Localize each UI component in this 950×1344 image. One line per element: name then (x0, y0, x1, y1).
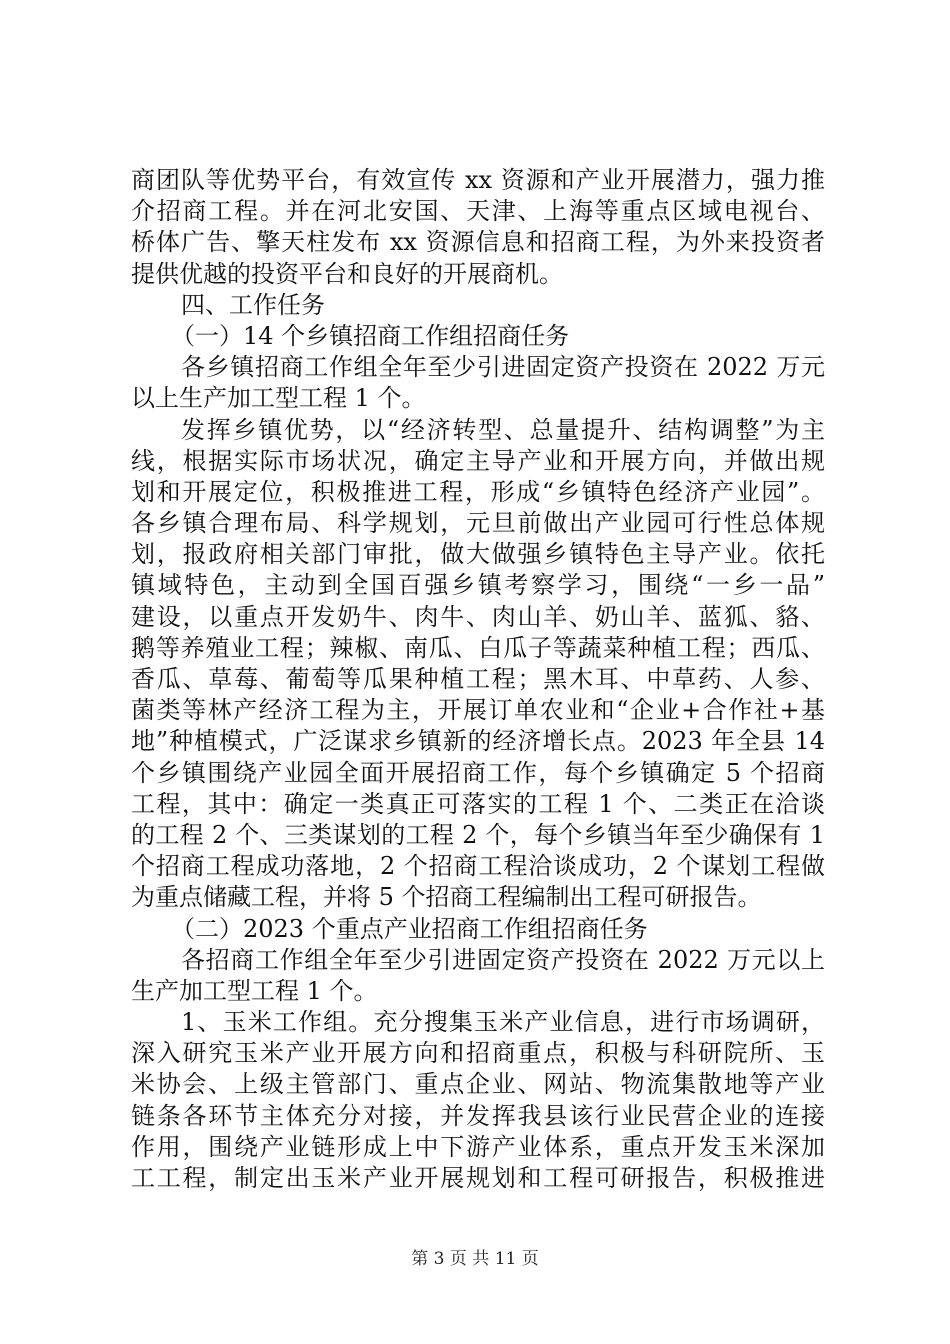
text-line: 四、工作任务 (181, 290, 325, 319)
text-line: 1、玉米工作组。充分搜集玉米产业信息，进行市场调研， (181, 1008, 825, 1037)
text-line: （二）2023 个重点产业招商工作组招商任务 (171, 914, 648, 943)
text-line: 商团队等优势平台，有效宣传 xx 资源和产业开展潜力，强力推 (131, 166, 825, 194)
text-line: 米协会、上级主管部门、重点企业、网站、物流集散地等产业 (131, 1070, 825, 1099)
text-line: 划和开展定位，积极推进工程，形成“乡镇特色经济产业园”。 (131, 477, 825, 506)
text-line: 提供优越的投资平台和良好的开展商机。 (131, 259, 563, 288)
text-line: 菌类等林产经济工程为主，开展订单农业和“企业+合作社+基 (131, 696, 825, 725)
text-line: 生产加工型工程 1 个。 (131, 976, 378, 1005)
text-line: 的工程 2 个、三类谋划的工程 2 个，每个乡镇当年至少确保有 1 (131, 820, 825, 849)
text-line: （一）14 个乡镇招商工作组招商任务 (171, 321, 570, 350)
text-line: 深入研究玉米产业开展方向和招商重点，积极与科研院所、玉 (131, 1039, 825, 1068)
text-line: 介招商工程。并在河北安国、天津、上海等重点区域电视台、 (131, 197, 825, 226)
text-line: 桥体广告、擎天柱发布 xx 资源信息和招商工程，为外来投资者 (131, 228, 825, 257)
text-line: 为重点储藏工程，并将 5 个招商工程编制出工程可研报告。 (131, 883, 762, 912)
text-line: 作用，围绕产业链形成上中下游产业体系，重点开发玉米深加 (131, 1132, 825, 1161)
text-line: 各招商工作组全年至少引进固定资产投资在 2022 万元以上 (181, 945, 825, 974)
text-line: 线，根据实际市场状况，确定主导产业和开展方向，并做出规 (131, 446, 825, 475)
text-line: 以上生产加工型工程 1 个。 (131, 384, 426, 413)
text-line: 工程，其中：确定一类真正可落实的工程 1 个、二类正在洽谈 (131, 789, 825, 818)
text-line: 个招商工程成功落地，2 个招商工程洽谈成功，2 个谋划工程做 (131, 852, 825, 881)
text-line: 香瓜、草莓、葡萄等瓜果种植工程；黑木耳、中草药、人参、 (131, 665, 825, 693)
text-line: 镇域特色，主动到全国百强乡镇考察学习，围绕“一乡一品” (131, 571, 825, 600)
text-line: 划，报政府相关部门审批，做大做强乡镇特色主导产业。依托 (131, 540, 825, 569)
text-line: 个乡镇围绕产业园全面开展招商工作，每个乡镇确定 5 个招商 (131, 758, 825, 787)
text-line: 链条各环节主体充分对接，并发挥我县该行业民营企业的连接 (131, 1101, 825, 1130)
page-footer: 第 3 页 共 11 页 (411, 1249, 539, 1269)
text-line: 工工程，制定出玉米产业开展规划和工程可研报告，积极推进 (131, 1164, 825, 1192)
document-body (131, 165, 825, 1194)
text-line: 建设，以重点开发奶牛、肉牛、肉山羊、奶山羊、蓝狐、貉、 (131, 602, 825, 631)
text-line: 发挥乡镇优势，以“经济转型、总量提升、结构调整”为主 (181, 415, 825, 444)
text-line: 各乡镇招商工作组全年至少引进固定资产投资在 2022 万元 (181, 353, 825, 382)
text-line: 地”种植模式，广泛谋求乡镇新的经济增长点。2023 年全县 14 (131, 727, 825, 756)
text-line: 各乡镇合理布局、科学规划，元旦前做出产业园可行性总体规 (131, 509, 825, 538)
text-line: 鹅等养殖业工程；辣椒、南瓜、白瓜子等蔬菜种植工程；西瓜、 (131, 633, 825, 662)
